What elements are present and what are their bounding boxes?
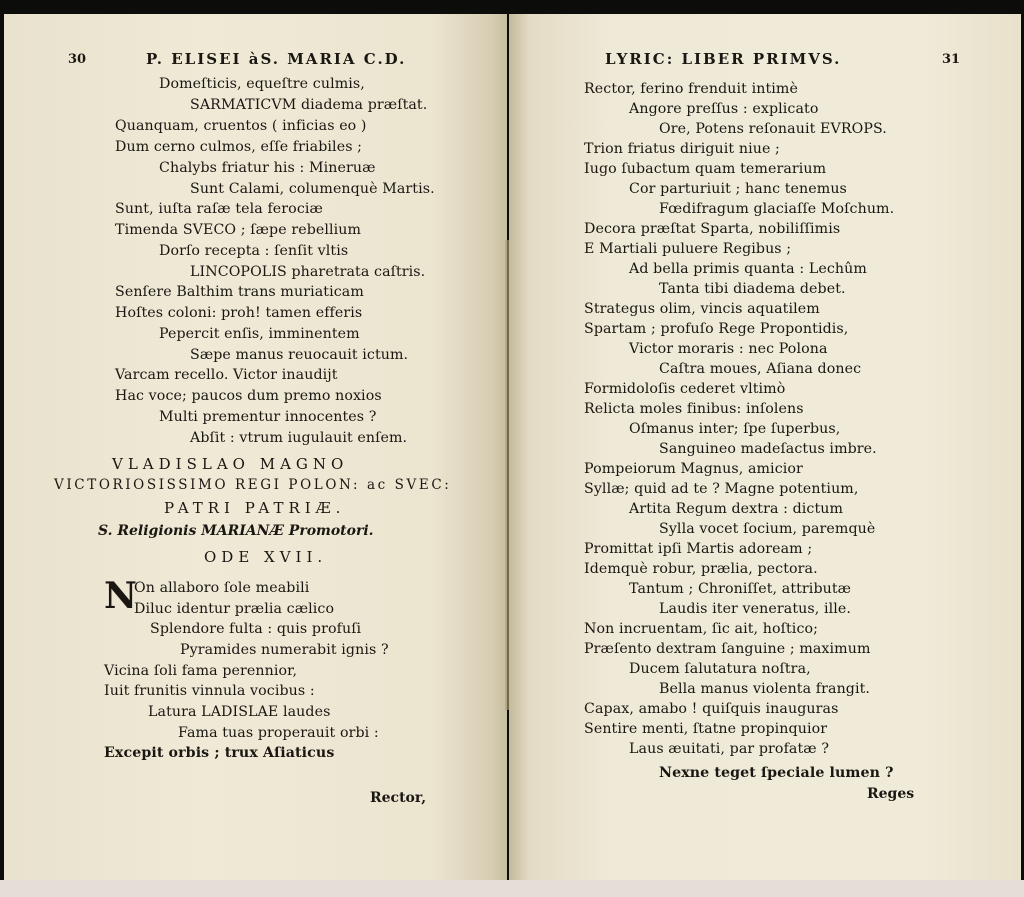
verse-line: Idemquè robur, prælia, pectora. [584, 561, 818, 577]
ode-title-line-2: VICTORIOSISSIMO REGI POLON: ac SVEC: [54, 477, 452, 493]
verse-line: Senſere Balthim trans muriaticam [115, 284, 364, 300]
verse-line: Ducem ſalutatura noſtra, [629, 661, 811, 677]
verse-line: Chalybs friatur his : Mineruæ [159, 160, 376, 176]
left-page [4, 14, 507, 882]
verse-line: Iugo ſubactum quam temerarium [584, 161, 827, 177]
ode-number: ODE XVII. [204, 548, 328, 566]
verse-line: Promittat ipſi Martis adoream ; [584, 541, 813, 557]
verse-line: Sanguineo madeſactus imbre. [659, 441, 877, 457]
verse-line: Hac voce; paucos dum premo noxios [115, 388, 382, 404]
verse-line: Tantum ; Chroniſſet, attributæ [629, 581, 852, 597]
verse-line: Dorſo recepta : ſenſit vltis [159, 243, 349, 259]
verse-line: Victor moraris : nec Polona [629, 341, 828, 357]
verse-line: Relicta moles finibus: inſolens [584, 401, 804, 417]
verse-line: Oſmanus inter; ſpe ſuperbus, [629, 421, 841, 437]
verse-line: Nexne teget ſpeciale lumen ? [659, 765, 894, 781]
right-page-number: 31 [942, 52, 961, 67]
verse-line: Spartam ; profuſo Rege Propontidis, [584, 321, 849, 337]
verse-line: Sæpe manus reuocauit ictum. [190, 347, 409, 363]
verse-line: Angore preſſus : explicato [629, 101, 819, 117]
page-bottom-edge [0, 880, 1024, 897]
verse-line: Domeſticis, equeſtre culmis, [159, 76, 365, 92]
ode-line: On allaboro ſole meabili [134, 580, 310, 596]
verse-line: Pepercit enſis, imminentem [159, 326, 360, 342]
ode-title-line-1: VLADISLAO MAGNO [112, 455, 349, 473]
verse-line: Dum cerno culmos, eſſe friabiles ; [115, 139, 363, 155]
verse-line: Decora præſtat Sparta, nobiliſſimis [584, 221, 841, 237]
verse-line: Ad bella primis quanta : Lechûm [629, 261, 867, 277]
verse-line: Sunt, iuſta raſæ tela ferociæ [115, 201, 323, 217]
verse-line: Rector, ferino frenduit intimè [584, 81, 798, 97]
verse-line: Hoſtes coloni: proh! tamen efferis [115, 305, 363, 321]
verse-line: Varcam recello. Victor inaudijt [115, 367, 338, 383]
right-running-head: LYRIC: LIBER PRIMVS. [605, 50, 842, 68]
left-running-head: P. ELISEI àS. MARIA C.D. [146, 50, 407, 68]
ode-line: Vicina ſoli fama perennior, [104, 663, 298, 679]
verse-line: Sentire menti, ſtatne propinquior [584, 721, 828, 737]
verse-line: Quanquam, cruentos ( inficias eo ) [115, 118, 367, 134]
verse-line: E Martiali puluere Regibus ; [584, 241, 792, 257]
verse-line: Non incruentam, ſic ait, hoſtico; [584, 621, 819, 637]
verse-line: Fœdifragum glaciaſſe Moſchum. [659, 201, 895, 217]
ode-line: Latura LADISLAE laudes [148, 704, 331, 720]
verse-line: Capax, amabo ! quiſquis inauguras [584, 701, 839, 717]
ode-line: Diluc identur prælia cælico [134, 601, 335, 617]
verse-line: Tanta tibi diadema debet. [659, 281, 846, 297]
ode-line: Splendore fulta : quis profuſi [150, 621, 362, 637]
verse-line: Bella manus violenta frangit. [659, 681, 871, 697]
verse-line: SARMATICVM diadema præſtat. [190, 97, 428, 113]
verse-line: Præſento dextram ſanguine ; maximum [584, 641, 871, 657]
right-catchword: Reges [867, 786, 915, 802]
left-page-number: 30 [68, 52, 87, 67]
verse-line: Pompeiorum Magnus, amicior [584, 461, 803, 477]
verse-line: Sunt Calami, columenquè Martis. [190, 181, 435, 197]
ode-title-line-3: PATRI PATRIÆ. [164, 499, 346, 517]
drop-cap: N [104, 575, 137, 617]
verse-line: Formidoloſis cederet vltimò [584, 381, 786, 397]
verse-line: Trion friatus diriguit niue ; [584, 141, 780, 157]
verse-line: Laus æuitati, par profatæ ? [629, 741, 830, 757]
ode-line: Excepit orbis ; trux Aſiaticus [104, 745, 335, 761]
ode-line: Fama tuas properauit orbi : [178, 725, 379, 741]
verse-line: Strategus olim, vincis aquatilem [584, 301, 820, 317]
dedication-line: S. Religionis MARIANÆ Promotori. [98, 523, 374, 539]
verse-line: Abſit : vtrum iugulauit enſem. [190, 430, 408, 446]
ode-line: Iuit frunitis vinnula vocibus : [104, 683, 315, 699]
verse-line: Syllæ; quid ad te ? Magne potentium, [584, 481, 859, 497]
verse-line: Artita Regum dextra : dictum [629, 501, 844, 517]
left-catchword: Rector, [370, 790, 427, 806]
verse-line: Timenda SVECO ; ſæpe rebellium [115, 222, 362, 238]
ode-line: Pyramides numerabit ignis ? [180, 642, 389, 658]
verse-line: Ore, Potens reſonauit EVROPS. [659, 121, 887, 137]
verse-line: Cor parturiuit ; hanc tenemus [629, 181, 847, 197]
verse-line: Laudis iter veneratus, ille. [659, 601, 851, 617]
right-page [509, 14, 1021, 882]
verse-line: Sylla vocet ſocium, paremquè [659, 521, 876, 537]
verse-line: Multi prementur innocentes ? [159, 409, 377, 425]
verse-line: Caſtra moues, Aſiana donec [659, 361, 862, 377]
verse-line: LINCOPOLIS pharetrata caſtris. [190, 264, 426, 280]
